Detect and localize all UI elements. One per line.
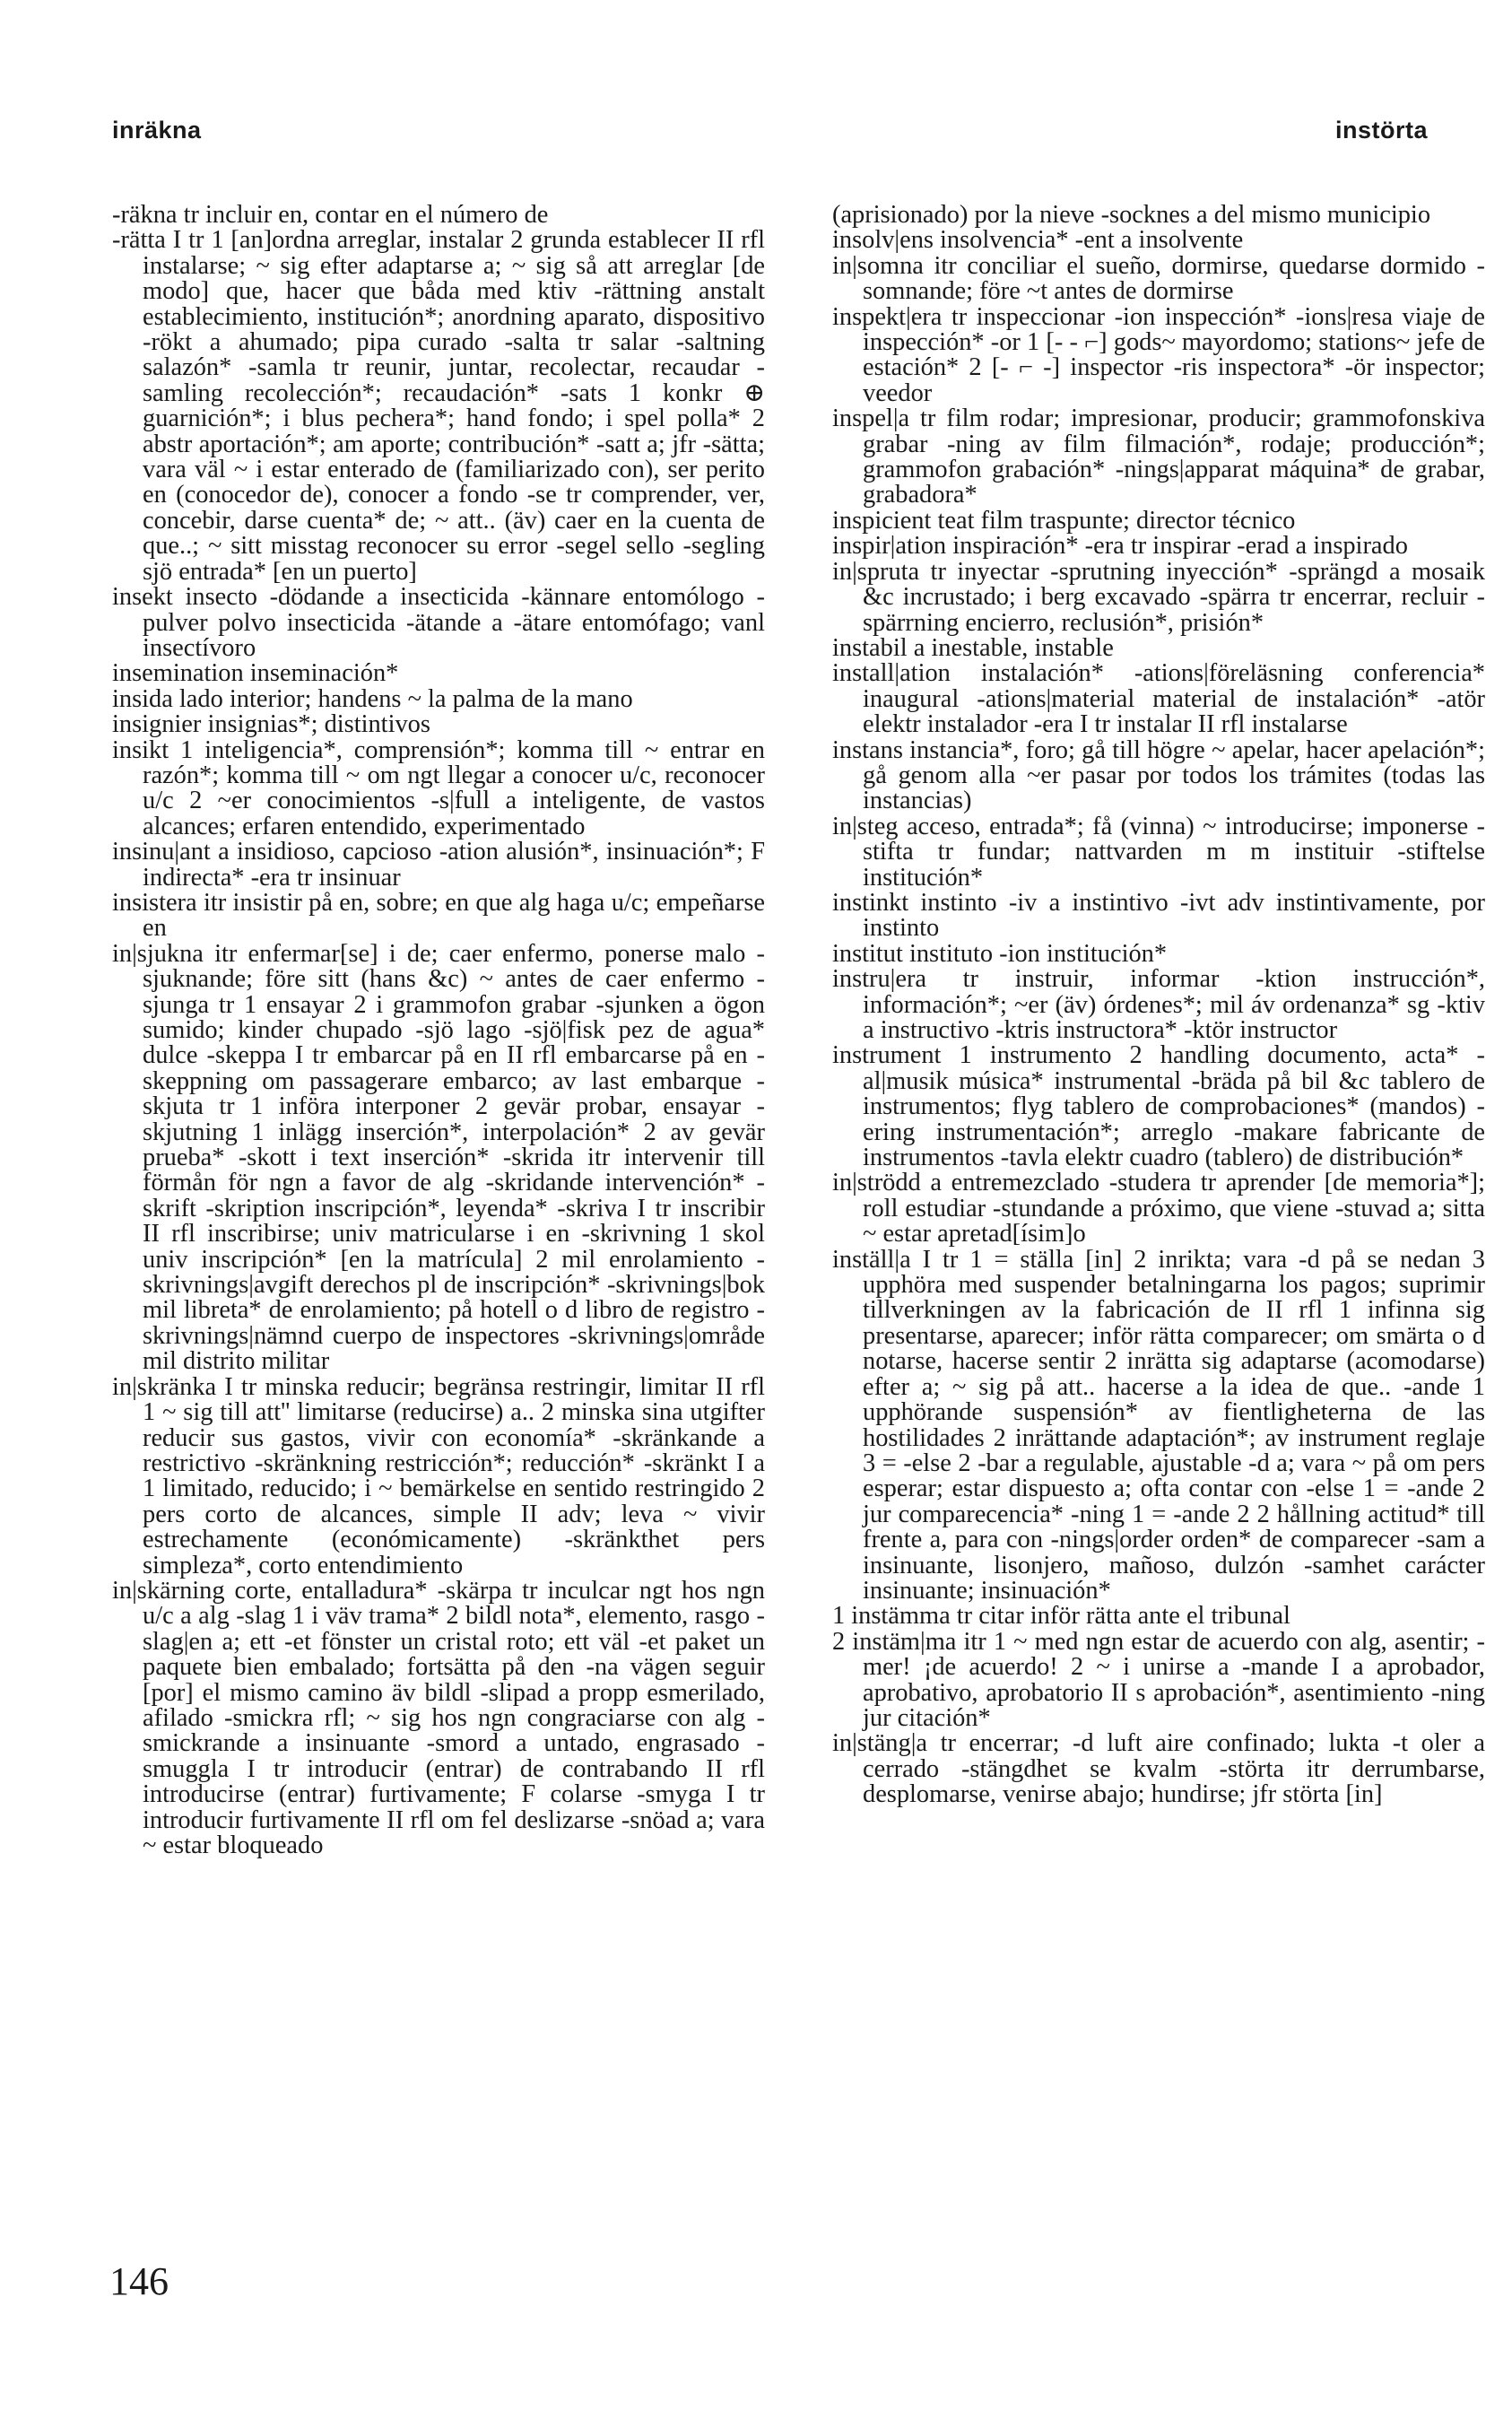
running-head-first-word: inräkna	[112, 117, 202, 144]
left-column	[112, 203, 765, 1858]
dictionary-entry: instinkt instinto -iv a instintivo -ivt adv instintivamente, por instinto	[832, 888, 1485, 943]
dictionary-entry: inspel|a tr film rodar; impresionar, producir; grammofonskiva grabar -ning av film filmación*, rodaje; producción*; grammofon grabación* -nings|apparat máquina* de grabar, grabadora*	[832, 405, 1485, 509]
dictionary-entry: insikt 1 inteligencia*, comprensión*; komma till ~ entrar en razón*; komma till ~ om ngt llegar a conocer u/c, reconocer u/c 2 ~er conocimientos -s|full a inteligente, de vastos alcances; erfaren entendido, experimentado	[112, 735, 765, 840]
dictionary-entry: -räkna tr incluir en, contar en el número de	[112, 201, 549, 229]
dictionary-entry: institut instituto -ion institución*	[832, 939, 1168, 968]
dictionary-entry: instru|era tr instruir, informar -ktion instrucción*, información*; ~er (äv) órdenes*; mil áv ordenanza* sg -ktiv a instructivo -ktris instructora* -ktör instructor	[832, 965, 1485, 1044]
dictionary-entry: instabil a inestable, instable	[832, 633, 1114, 662]
dictionary-entry: insemination inseminación*	[112, 659, 399, 688]
dictionary-entry: instans instancia*, foro; gå till högre ~ apelar, hacer apelación*; gå genom alla ~er pasar por todos los trámites (todas las instancias)	[832, 735, 1485, 815]
dictionary-entry: in|sjukna itr enfermar[se] i de; caer enfermo, ponerse malo -sjuknande; före sitt (hans &c) ~ antes de caer enfermo -sjunga tr 1 ensayar 2 i grammofon grabar -sjunken a ögon sumido; kinder chupado -sjö lago -sjö|fisk pez de agua* dulce -skeppa I tr embarcar på en II rfl embarcarse på en -skeppning om passagerare embarco; av last embarque -skjuta tr 1 införa interponer 2 gevär probar, ensayar -skjutning 1 inlägg inserción*, interpolación* 2 av gevär prueba* -skott i text inserción* -skrida itr intervenir till förmån för ngn a favor de alg -skridande intervención* -skrift -skription inscripción*, leyenda* -skriva I tr inscribir II rfl inscribirse; univ matricularse i en -skrivning 1 skol univ inscripción* [en la matrícula] 2 mil enrolamiento -skrivnings|avgift derechos pl de inscripción* -skrivnings|bok mil libreta* de enrolamiento; på hotell o d libro de registro -skrivnings|nämnd cuerpo de inspectores -skrivnings|område mil distrito militar	[112, 939, 765, 1376]
dictionary-entry: in|spruta tr inyectar -sprutning inyección* -sprängd a mosaik &c incrustado; i berg excavado -spärra tr encerrar, recluir -spärrning encierro, reclusión*, prisión*	[832, 557, 1485, 637]
dictionary-entry: inspicient teat film traspunte; director técnico	[832, 506, 1296, 535]
dictionary-entry: in|steg acceso, entrada*; få (vinna) ~ introducirse; imponerse -stifta tr fundar; nattvarden m m instituir -stiftelse institución*	[832, 812, 1485, 892]
dictionary-entry: 2 instäm|ma itr 1 ~ med ngn estar de acuerdo con alg, asentir; -mer! ¡de acuerdo! 2 ~ i unirse a -mande I a aprobador, aprobativo, aprobatorio II s aprobación*, asentimiento -ning jur citación*	[832, 1627, 1485, 1732]
dictionary-entry: insida lado interior; handens ~ la palma de la mano	[112, 684, 633, 713]
dictionary-entry: 1 instämma tr citar inför rätta ante el tribunal	[832, 1602, 1290, 1631]
dictionary-entry: insistera itr insistir på en, sobre; en que alg haga u/c; empeñarse en	[112, 888, 765, 943]
dictionary-entry: insekt insecto -dödande a insecticida -kännare entomólogo -pulver polvo insecticida -ätande a -ätare entomófago; vanl insectívoro	[112, 583, 765, 662]
dictionary-entry: (aprisionado) por la nieve -socknes a del mismo municipio	[832, 201, 1431, 229]
right-column	[832, 203, 1485, 1808]
dictionary-entry: instrument 1 instrumento 2 handling documento, acta* -al|musik música* instrumental -bräda på bil &c tablero de instrumentos; flyg tablero de comprobaciones* (mandos) -ering instrumentación*; arreglo -makare fabricante de instrumentos -tavla elektr cuadro (tablero) de distribución*	[832, 1041, 1485, 1172]
dictionary-entry: insolv|ens insolvencia* -ent a insolvente	[832, 226, 1244, 255]
dictionary-entry: in|skränka I tr minska reducir; begränsa restringir, limitar II rfl 1 ~ sig till att'' limitarse (reducirse) a.. 2 minska sina utgifter reducir sus gastos, vivir con economía* -skränkande a restrictivo -skränkning restricción*; reducción* -skränkt I a 1 limitado, reducido; i ~ bemärkelse en sentido restringido 2 pers corto de alcances, simple II adv; leva ~ vivir estrechamente (económicamente) -skränkthet pers simpleza*, corto entendimiento	[112, 1372, 765, 1579]
dictionary-entry: inställ|a I tr 1 = ställa [in] 2 inrikta; vara -d på se nedan 3 upphöra med suspender betalningarna los pagos; suprimir tillverkningen av la fabricación de II rfl 1 infinna sig presentarse, aparecer; inför rätta comparecer; om smärta o d notarse, hacerse sentir 2 inrätta sig adaptarse (acomodarse) efter a; ~ sig på att.. hacerse a la idea de que.. -ande 1 upphörande suspensión* av fientligheterna de las hostilidades 2 inrättande adaptación*; av instrument reglaje 3 = -else 2 -bar a regulable, ajustable -d a; vara ~ på om pers esperar; estar dispuesto a; ofta contar con -else 1 = -ande 2 jur comparecencia* -ning 1 = -ande 2 2 hållning actitud* till frente a, para con -nings|order orden* de comparecer -sam a insinuante, lisonjero, mañoso, dulzón -samhet carácter insinuante; insinuación*	[832, 1245, 1485, 1605]
dictionary-entry: in|strödd a entremezclado -studera tr aprender [de memoria*]; roll estudiar -stundande a próximo, que viene -stuvad a; sitta ~ estar apretad[ísim]o	[832, 1169, 1485, 1249]
running-head-last-word: instörta	[1334, 117, 1428, 144]
dictionary-entry: install|ation instalación* -ations|föreläsning conferencia* inaugural -ations|material material de instalación* -atör elektr instalador -era I tr instalar II rfl instalarse	[832, 659, 1485, 739]
page-number: 146	[109, 2259, 169, 2303]
dictionary-entry: in|skärning corte, entalladura* -skärpa tr inculcar ngt hos ngn u/c a alg -slag 1 i väv trama* 2 bildl nota*, elemento, rasgo -slag|en a; ett -et fönster un cristal roto; ett väl -et paket un paquete bien embalado; fortsätta på den -na vägen seguir [por] el mismo camino äv bildl -slipad a propp esmerilado, afilado -smickra rfl; ~ sig hos ngn congraciarse con alg -smickrande a insinuante -smord a untado, engrasado -smuggla I tr introducir (entrar) de contrabando II rfl introducirse (entrar) furtivamente; F colarse -smyga I tr introducir furtivamente II rfl om fel deslizarse -snöad a; vara ~ estar bloqueado	[112, 1576, 765, 1859]
dictionary-entry: -rätta I tr 1 [an]ordna arreglar, instalar 2 grunda establecer II rfl instalarse; ~ sig efter adaptarse a; ~ sig så att arreglar [de modo] que, hacer que båda med ktiv -rättning anstalt establecimiento, institución*; anordning aparato, dispositivo -rökt a ahumado; pipa curado -salta tr salar -saltning salazón* -samla tr reunir, juntar, recolectar, recaudar -samling recolección*; recaudación* -sats 1 konkr ⊕ guarnición*; i blus pechera*; hand fondo; i spel polla* 2 abstr aportación*; am aporte; contribución* -satt a; jfr -sätta; vara väl ~ i estar enterado de (familiarizado con), ser perito en (conocedor de), conocer a fondo -se tr comprender, ver, concebir, darse cuenta* de; ~ att.. (äv) caer en la cuenta de que..; ~ sitt misstag reconocer su error -segel sello -segling sjö entrada* [en un puerto]	[112, 226, 765, 586]
dictionary-entry: inspekt|era tr inspeccionar -ion inspección* -ions|resa viaje de inspección* -or 1 [- - ⌐] gods~ mayordomo; stations~ jefe de estación* 2 [- ⌐ -] inspector -ris inspectora* -ör inspector; veedor	[832, 302, 1485, 407]
dictionary-entry: in|somna itr conciliar el sueño, dormirse, quedarse dormido -somnande; före ~t antes de dormirse	[832, 251, 1485, 306]
dictionary-entry: inspir|ation inspiración* -era tr inspirar -erad a inspirado	[832, 532, 1408, 561]
dictionary-entry: in|stäng|a tr encerrar; -d luft aire confinado; lukta -t oler a cerrado -stängdhet se kvalm -störta itr derrumbarse, desplomarse, venirse abajo; hundirse; jfr störta [in]	[832, 1729, 1485, 1809]
dictionary-entry: insinu|ant a insidioso, capcioso -ation alusión*, insinuación*; F indirecta* -era tr insinuar	[112, 838, 765, 892]
dictionary-entry: insignier insignias*; distintivos	[112, 710, 430, 739]
